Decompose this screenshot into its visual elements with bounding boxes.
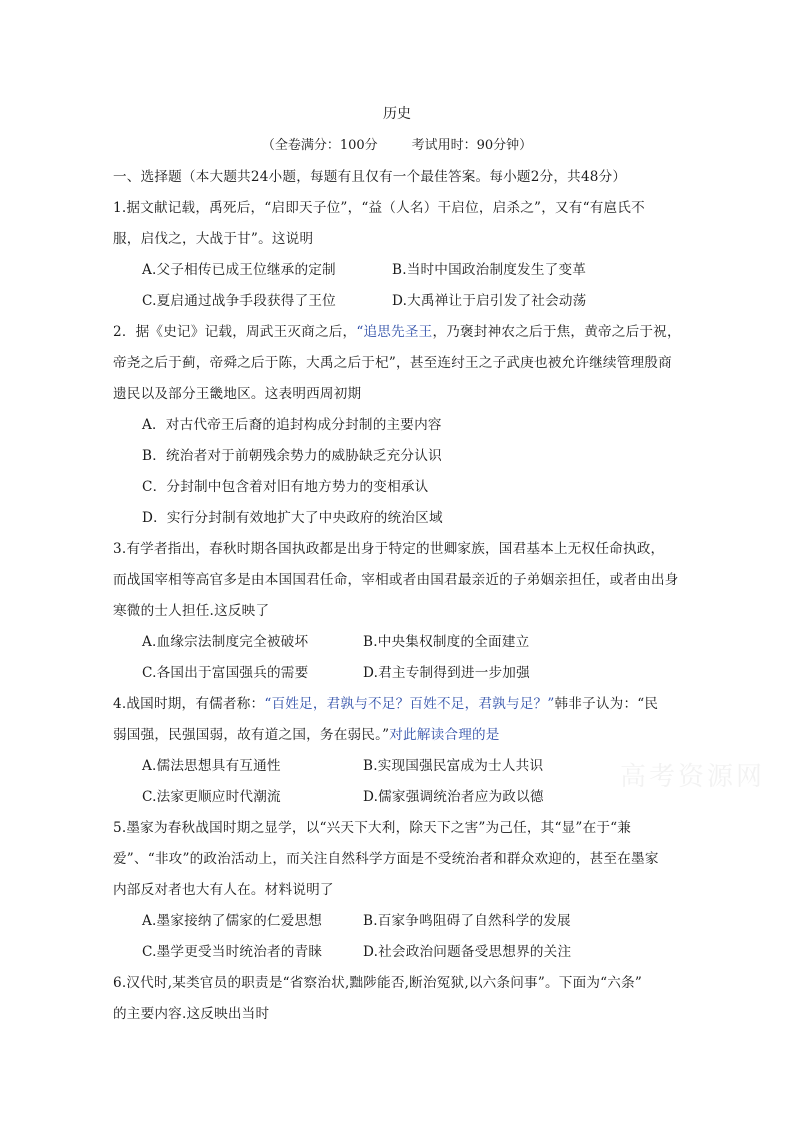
watermark-text: 高考资源网	[620, 762, 766, 792]
q4-stem-line1	[113, 692, 658, 712]
exam-time: 考试用时：90分钟）	[411, 138, 533, 153]
q5-option-b: B.百家争鸣阻碍了自然科学的发展	[363, 913, 571, 929]
q5-stem-line3: 内部反对者也大有人在。材料说明了	[113, 882, 334, 898]
q2-stem-line2: 帝尧之后于蓟，帝舜之后于陈，大禹之后于杞”，甚至连纣王之子武庚也被允许继续管理殷商	[113, 355, 672, 371]
exam-title: 历史	[383, 106, 411, 122]
q1-stem-line2: 服，启伐之，大战于甘”。这说明	[113, 231, 314, 247]
q2-quote: “追思先圣王	[356, 324, 433, 340]
q3-stem-line1: 3.有学者指出，春秋时期各国执政都是出身于特定的世卿家族，国君基本上无权任命执政，	[113, 541, 665, 557]
q5-stem-line2: 爱”、“非攻”的政治活动上，而关注自然科学方面是不受统治者和群众欢迎的，甚至在墨家	[113, 851, 659, 867]
full-score: （全卷满分：100分	[261, 138, 378, 153]
q2-option-d: D．实行分封制有效地扩大了中央政府的统治区域	[142, 510, 443, 526]
q4-quote: “百姓足，君孰与不足？百姓不足，君孰与足？”	[264, 696, 555, 712]
q4-stem-line2-b: 对此解读合理的是	[389, 727, 500, 743]
q4-option-d: D.儒家强调统治者应为政以德	[363, 789, 544, 805]
q6-stem-line2: 的主要内容.这反映出当时	[113, 1006, 270, 1022]
q1-stem-line1: 1.据文献记载，禹死后，“启即天子位”，“益（人名）干启位，启杀之”，又有“有扈氏不	[113, 200, 645, 216]
q5-stem-line1: 5.墨家为春秋战国时期之显学，以“兴天下大利，除天下之害”为己任，其“显”在于“兼	[113, 820, 632, 836]
q3-option-c: C.各国出于富国强兵的需要	[142, 665, 309, 681]
q1-option-b: B.当时中国政治制度发生了变革	[392, 262, 587, 278]
q1-option-d: D.大禹禅让于启引发了社会动荡	[392, 293, 587, 309]
section-heading: 一、选择题（本大题共24小题，每题有且仅有一个最佳答案。每小题2分，共48分）	[113, 169, 627, 185]
q5-option-a: A.墨家接纳了儒家的仁爱思想	[142, 913, 323, 929]
q3-stem-line2: 而战国宰相等高官多是由本国国君任命，宰相或者由国君最亲近的子弟姻亲担任，或者由出身	[113, 572, 679, 588]
q2-option-c: C．分封制中包含着对旧有地方势力的变相承认	[142, 479, 429, 495]
exam-subtitle	[0, 134, 794, 153]
q4-option-a: A.儒法思想具有互通性	[142, 758, 281, 774]
q3-option-d: D.君主专制得到进一步加强	[363, 665, 530, 681]
q4-stem-line2-a: 弱国强，民强国弱，故有道之国，务在弱民。”	[113, 727, 390, 743]
q2-stem-line3: 遗民以及部分王畿地区。这表明西周初期	[113, 386, 362, 402]
q4-stem-line1-a: 4.战国时期，有儒者称：	[113, 696, 265, 712]
q4-option-c: C.法家更顺应时代潮流	[142, 789, 281, 805]
q4-stem-line1-c: 韩非子认为：“民	[554, 696, 659, 712]
q3-stem-line3: 寒微的士人担任.这反映了	[113, 603, 270, 619]
q5-option-d: D.社会政治问题备受思想界的关注	[363, 944, 572, 960]
q4-stem-line2	[113, 723, 500, 743]
q2-option-a: A．对古代帝王后裔的追封构成分封制的主要内容	[142, 417, 442, 433]
q6-stem-line1: 6.汉代时,某类官员的职责是“省察治状,黜陟能否,断治冤狱,以六条问事”。下面为“六条”	[113, 975, 643, 991]
q4-option-b: B.实现国强民富成为士人共识	[363, 758, 544, 774]
q2-option-b: B．统治者对于前朝残余势力的威胁缺乏充分认识	[142, 448, 442, 464]
q2-stem-line1-c: ，乃褒封神农之后于焦，黄帝之后于祝，	[432, 324, 681, 340]
q1-option-c: C.夏启通过战争手段获得了王位	[142, 293, 336, 309]
q5-option-c: C.墨学更受当时统治者的青睐	[142, 944, 323, 960]
q3-option-a: A.血缘宗法制度完全被破坏	[142, 634, 309, 650]
q2-stem-line1	[113, 320, 681, 340]
q3-option-b: B.中央集权制度的全面建立	[363, 634, 530, 650]
q2-stem-line1-a: 2．据《史记》记载，周武王灭商之后，	[113, 324, 357, 340]
q1-option-a: A.父子相传已成王位继承的定制	[142, 262, 336, 278]
